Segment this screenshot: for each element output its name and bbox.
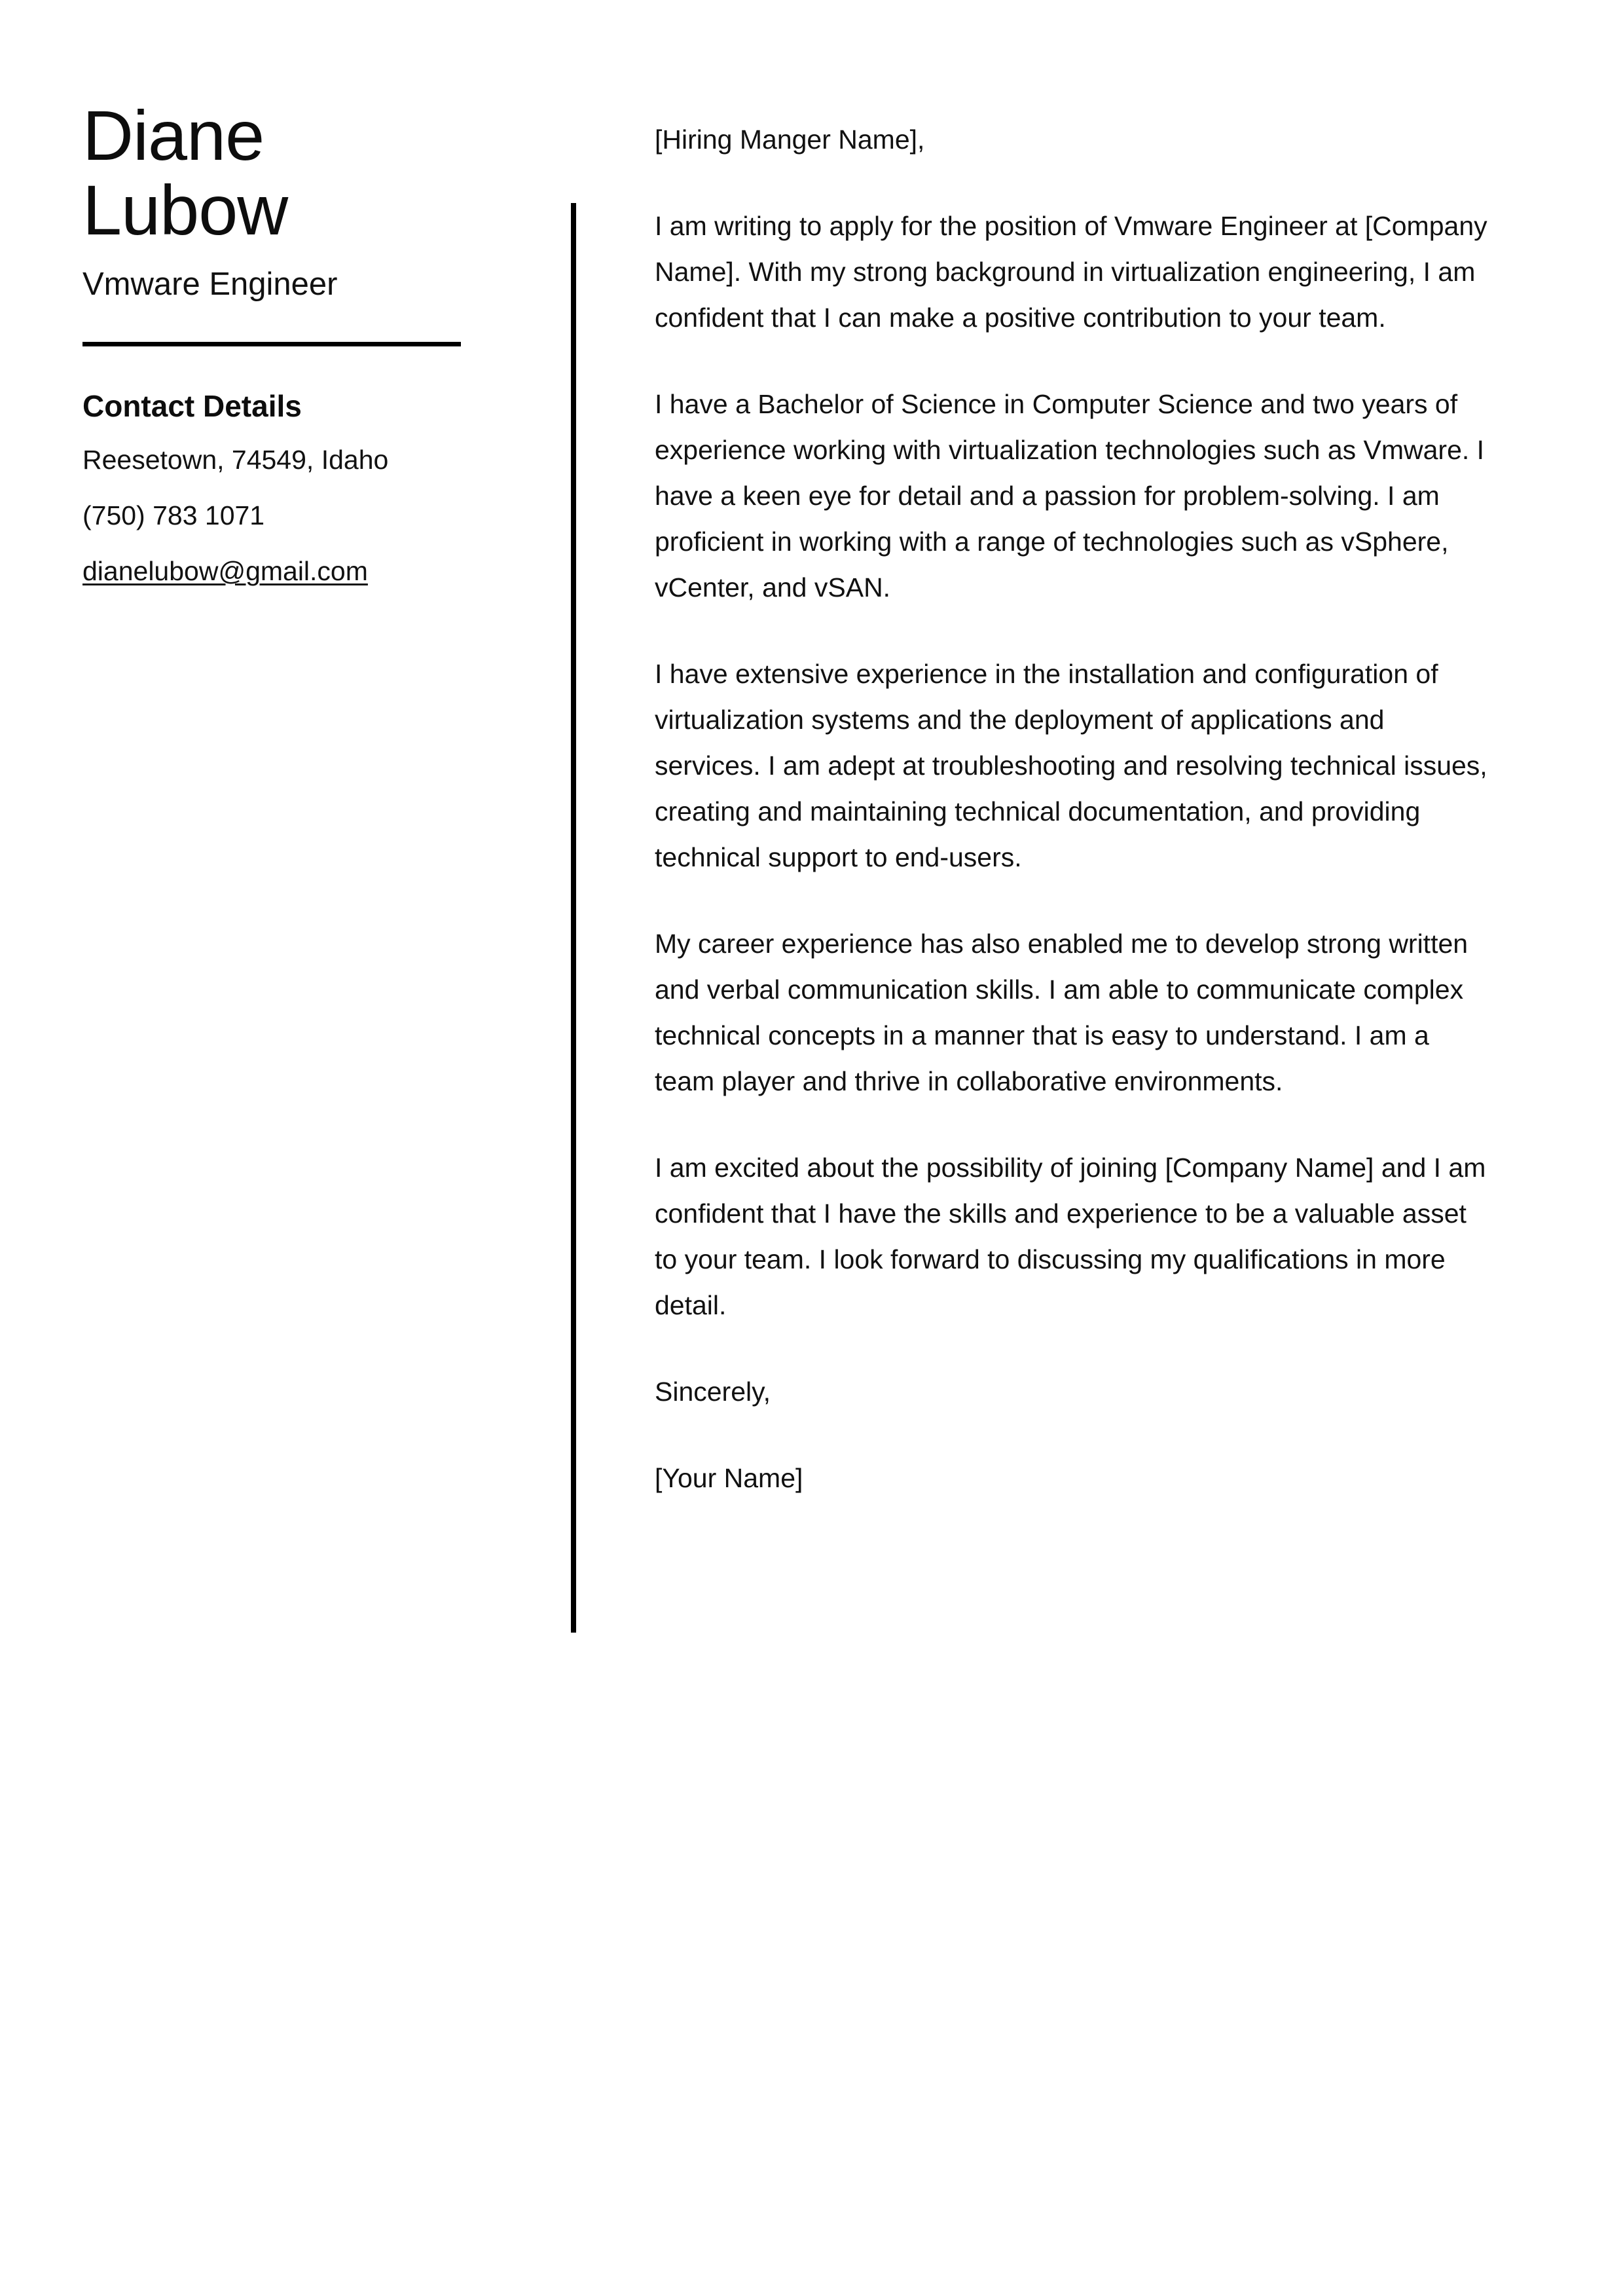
letter-closing: Sincerely, [655, 1377, 771, 1407]
contact-details-list [82, 424, 541, 614]
letter-paragraph-3: I have extensive experience in the installation and configuration of virtualization systems and the deployment of applications and services. I am adept at troubleshooting and resolving technical issues, creating and maintaining technical documentation, and providing technical support to end-users. [655, 659, 1487, 872]
letter-body [655, 117, 1496, 1501]
first-name: Diane [82, 96, 264, 175]
column-divider [571, 203, 576, 1633]
letter-signature: [Your Name] [655, 1463, 803, 1493]
job-title: Vmware Engineer [82, 266, 338, 302]
letter-salutation: [Hiring Manger Name], [655, 124, 925, 155]
applicant-name [82, 98, 541, 248]
letter-paragraph-2: I have a Bachelor of Science in Computer Science and two years of experience working with virtualization technologies such as Vmware. I have a keen eye for detail and a passion for problem-solving. I am proficient in working with a range of technologies such as vSphere, vCenter, and vSAN. [655, 389, 1485, 602]
contact-details-heading: Contact Details [82, 388, 302, 423]
sidebar [82, 98, 541, 614]
contact-email-link[interactable]: dianelubow@gmail.com [82, 555, 368, 586]
letter-paragraph-1: I am writing to apply for the position of Vmware Engineer at [Company Name]. With my strong background in virtualization engineering, I am confident that I can make a positive contribution to your team. [655, 211, 1487, 333]
letter-paragraph-4: My career experience has also enabled me to develop strong written and verbal communication skills. I am able to communicate complex technical concepts in a manner that is easy to understand. I am a team player and thrive in collaborative environments. [655, 929, 1468, 1096]
last-name: Lubow [82, 170, 288, 250]
contact-address: Reesetown, 74549, Idaho [82, 444, 389, 475]
letter-paragraph-5: I am excited about the possibility of joining [Company Name] and I am confident that I have the skills and experience to be a valuable asset to your team. I look forward to discussing my qualifications in more detail. [655, 1153, 1486, 1320]
contact-phone: (750) 783 1071 [82, 500, 265, 530]
sidebar-divider-rule [82, 342, 461, 346]
